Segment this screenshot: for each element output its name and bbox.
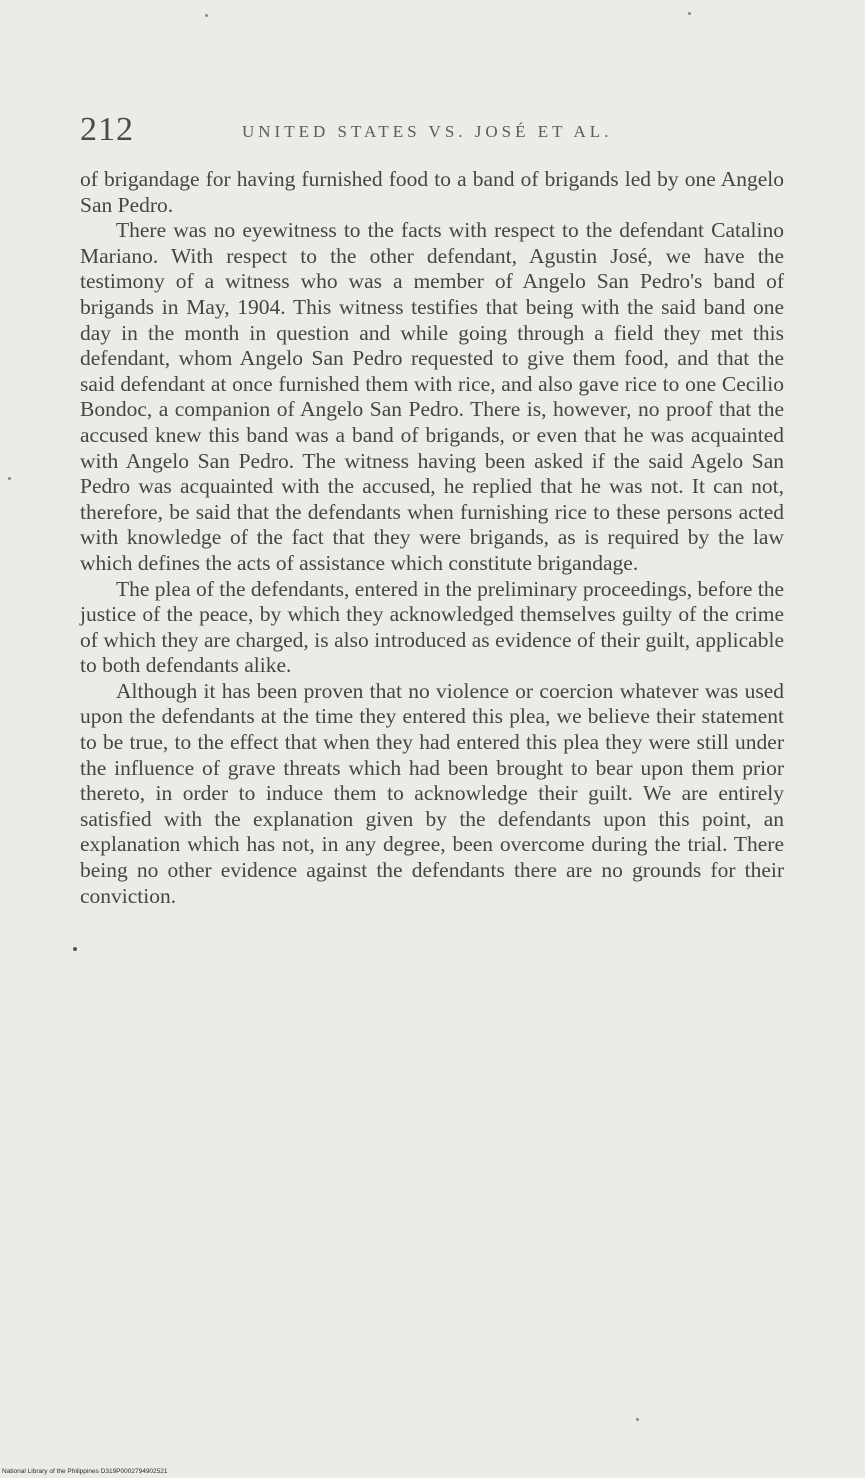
paragraph-continuation: of brigandage for having furnished food to a band of brigands led by one Angelo San Pedro. [80,167,784,217]
paper-speck [688,12,691,15]
body-text [80,167,784,909]
running-head: UNITED STATES VS. JOSÉ ET AL. [242,122,613,141]
paper-speck [205,14,208,17]
scan-footer: National Library of the Philippines D319P0002794902521 [2,1468,168,1475]
paragraph-eyewitness: There was no eyewitness to the facts with respect to the defendant Catalino Mariano. With respect to the other defendant, Agustin José, we have the testimony of a witness who was a member of Angelo San Pedro's band of brigands in May, 1904. This witness testifies that being with the said band one day in the month in question and while going through a field they met this defendant, whom Angelo San Pedro requested to give them food, and that the said defendant at once furnished them with rice, and also gave rice to one Cecilio Bondoc, a companion of Angelo San Pedro. There is, however, no proof that the accused knew this band was a band of brigands, or even that he was acquainted with Angelo San Pedro. The witness having been asked if the said Agelo San Pedro was acquainted with the accused, he replied that he was not. It can not, therefore, be said that the defendants when furnishing rice to these persons acted with knowledge of the fact that they were brigands, as is required by the law which defines the acts of assistance which constitute brigandage. [80,218,784,575]
paper-speck [636,1418,639,1421]
page-header [80,112,790,148]
paragraph-conclusion: Although it has been proven that no violence or coercion whatever was used upon the defendants at the time they entered this plea, we believe their statement to be true, to the effect that when they had entered this plea they were still under the influence of grave threats which had been brought to bear upon them prior thereto, in order to induce them to acknowledge their guilt. We are entirely satisfied with the explanation given by the defendants upon this point, an explanation which has not, in any degree, been overcome during the trial. There being no other evidence against the defendants there are no grounds for their conviction. [80,678,784,908]
paper-speck [8,477,11,480]
paragraph-plea: The plea of the defendants, entered in the preliminary proceedings, before the justice of the peace, by which they acknowledged themselves guilty of the crime of which they are charged, is also introduced as evidence of their guilt, applicable to both defendants alike. [80,576,785,678]
page-number: 212 [80,111,134,148]
margin-dot-mark [73,947,77,951]
